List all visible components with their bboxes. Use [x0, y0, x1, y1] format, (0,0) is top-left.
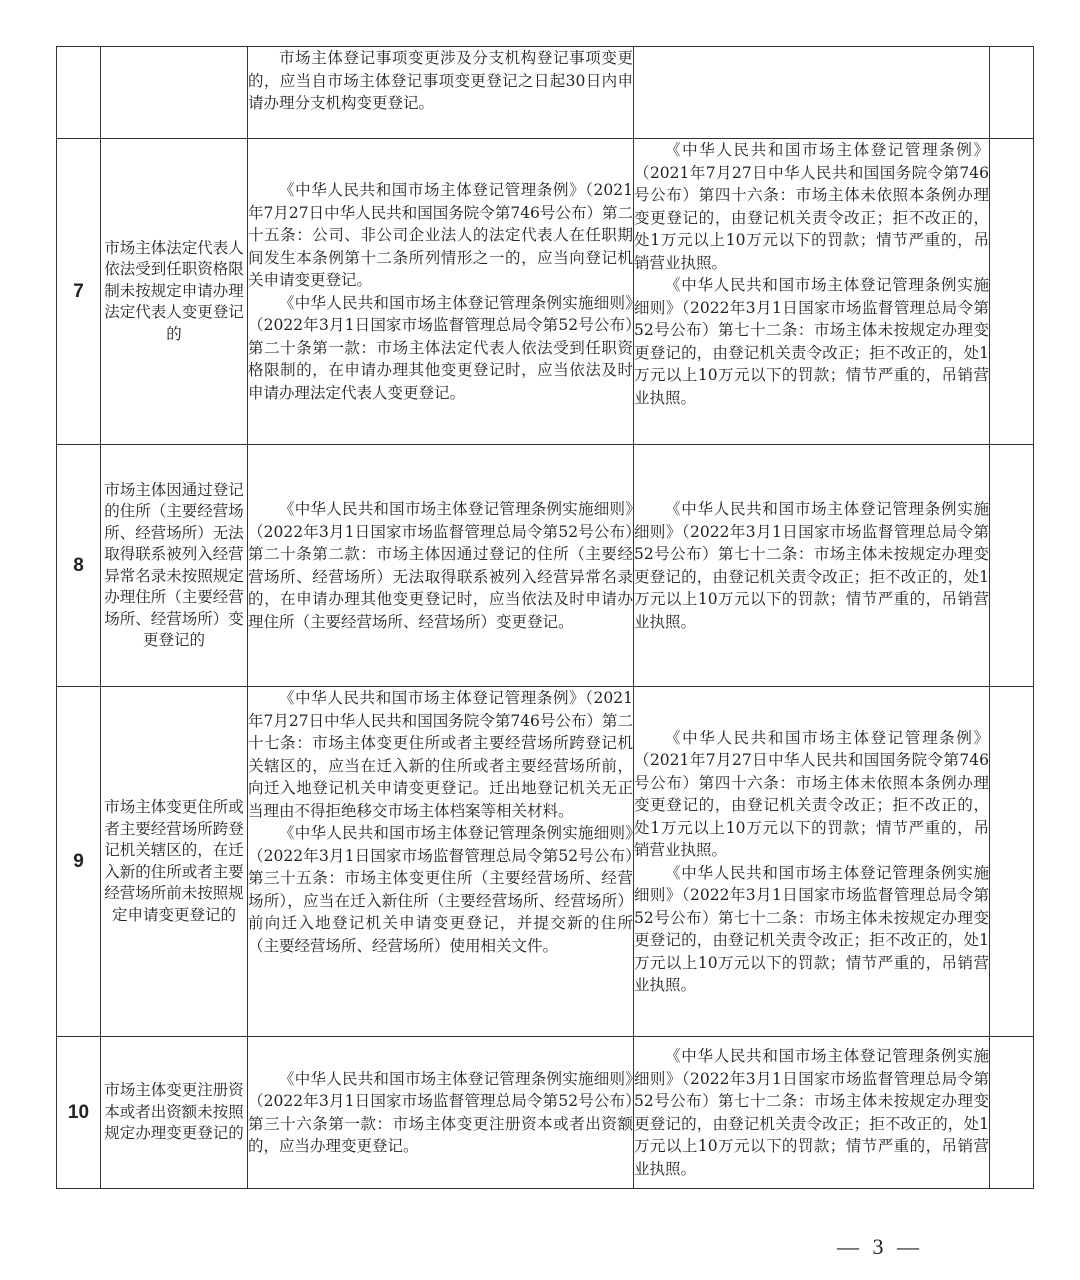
- legal-basis-paragraph: 《中华人民共和国市场主体登记管理条例》（2021年7月27日中华人民共和国国务院令第746号公布）第二十七条：市场主体变更住所或者主要经营场所跨登记机关辖区的，应当在迁入新的住所或者主要经营场所前，向迁入地登记机关申请变更登记。迁出地登记机关无正当理由不得拒绝移交市场主体档案等相关材料。: [248, 689, 633, 820]
- remarks-cell: [990, 1037, 1034, 1189]
- remarks-cell: [990, 687, 1034, 1037]
- penalty-basis-cell: [634, 1037, 990, 1189]
- legal-basis-paragraph: 《中华人民共和国市场主体登记管理条例实施细则》（2022年3月1日国家市场监督管理总局令第52号公布）第三十六条第一款：市场主体变更注册资本或者出资额的，应当办理变更登记。: [248, 1069, 633, 1155]
- penalty-basis-cell: [634, 445, 990, 687]
- violation-item: 市场主体因通过登记的住所（主要经营场所、经营场所）无法取得联系被列入经营异常名录未按照规定办理住所（主要经营场所、经营场所）变更登记的: [101, 445, 248, 687]
- violation-item: 市场主体法定代表人依法受到任职资格限制未按规定申请办理法定代表人变更登记的: [101, 139, 248, 445]
- penalty-basis-cell: [634, 47, 990, 139]
- penalty-basis-cell: [634, 687, 990, 1037]
- penalty-basis-cell: [634, 139, 990, 445]
- penalty-basis-paragraph: 《中华人民共和国市场主体登记管理条例实施细则》（2022年3月1日国家市场监督管理总局令第52号公布）第七十二条：市场主体未按规定办理变更登记的，由登记机关责令改正；拒不改正的，处1万元以上10万元以下的罚款；情节严重的，吊销营业执照。: [634, 500, 989, 631]
- penalty-basis-paragraph: 《中华人民共和国市场主体登记管理条例实施细则》（2022年3月1日国家市场监督管理总局令第52号公布）第七十二条：市场主体未按规定办理变更登记的，由登记机关责令改正；拒不改正的，处1万元以上10万元以下的罚款；情节严重的，吊销营业执照。: [634, 276, 989, 407]
- legal-basis-paragraph: 《中华人民共和国市场主体登记管理条例实施细则》（2022年3月1日国家市场监督管理总局令第52号公布）第二十条第二款：市场主体因通过登记的住所（主要经营场所、经营场所）无法取得联系被列入经营异常名录的，在申请办理其他变更登记时，应当依法及时申请办理住所（主要经营场所、经营场所）变更登记。: [248, 500, 633, 631]
- legal-basis-paragraph: 《中华人民共和国市场主体登记管理条例》（2021年7月27日中华人民共和国国务院令第746号公布）第二十五条：公司、非公司企业法人的法定代表人在任职期间发生本条例第十二条所列情形之一的，应当向登记机关申请变更登记。: [248, 181, 633, 289]
- violation-item: 市场主体变更注册资本或者出资额未按照规定办理变更登记的: [101, 1037, 248, 1189]
- row-number: 7: [57, 139, 101, 445]
- remarks-cell: [990, 445, 1034, 687]
- legal-basis-cell: [248, 139, 634, 445]
- legal-basis-cell: [248, 687, 634, 1037]
- table-row: [57, 47, 1034, 139]
- table-row: [57, 687, 1034, 1037]
- penalty-basis-paragraph: 《中华人民共和国市场主体登记管理条例》（2021年7月27日中华人民共和国国务院令第746号公布）第四十六条：市场主体未依照本条例办理变更登记的，由登记机关责令改正；拒不改正的，处1万元以上10万元以下的罚款；情节严重的，吊销营业执照。: [634, 141, 989, 272]
- legal-basis-cell: [248, 47, 634, 139]
- remarks-cell: [990, 139, 1034, 445]
- penalty-basis-paragraph: 《中华人民共和国市场主体登记管理条例》（2021年7月27日中华人民共和国国务院令第746号公布）第四十六条：市场主体未依照本条例办理变更登记的，由登记机关责令改正；拒不改正的，处1万元以上10万元以下的罚款；情节严重的，吊销营业执照。: [634, 728, 989, 859]
- penalty-basis-paragraph: 《中华人民共和国市场主体登记管理条例实施细则》（2022年3月1日国家市场监督管理总局令第52号公布）第七十二条：市场主体未按规定办理变更登记的，由登记机关责令改正；拒不改正的，处1万元以上10万元以下的罚款；情节严重的，吊销营业执照。: [634, 863, 989, 994]
- remarks-cell: [990, 47, 1034, 139]
- row-number: 9: [57, 687, 101, 1037]
- table-row: [57, 139, 1034, 445]
- row-number: [57, 47, 101, 139]
- page-number: — 3 —: [837, 1234, 923, 1259]
- legal-basis-paragraph: 《中华人民共和国市场主体登记管理条例实施细则》（2022年3月1日国家市场监督管理总局令第52号公布）第二十条第一款：市场主体法定代表人依法受到任职资格限制的，在申请办理其他变更登记时，应当依法及时申请办理法定代表人变更登记。: [248, 293, 633, 402]
- violation-item: 市场主体变更住所或者主要经营场所跨登记机关辖区的，在迁入新的住所或者主要经营场所前未按照规定申请变更登记的: [101, 687, 248, 1037]
- row-number: 8: [57, 445, 101, 687]
- legal-basis-paragraph: 《中华人民共和国市场主体登记管理条例实施细则》（2022年3月1日国家市场监督管理总局令第52号公布）第三十五条：市场主体变更住所（主要经营场所、经营场所），应当在迁入新住所（主要经营场所、经营场所）前向迁入地登记机关申请变更登记，并提交新的住所（主要经营场所、经营场所）使用相关文件。: [248, 824, 633, 955]
- table-row: [57, 1037, 1034, 1189]
- regulation-table: [56, 46, 1034, 1189]
- legal-basis-cell: [248, 445, 634, 687]
- legal-basis-cell: [248, 1037, 634, 1189]
- row-number: 10: [57, 1037, 101, 1189]
- table-row: [57, 445, 1034, 687]
- violation-item: [101, 47, 248, 139]
- legal-basis-paragraph: 市场主体登记事项变更涉及分支机构登记事项变更的，应当自市场主体登记事项变更登记之日起30日内申请办理分支机构变更登记。: [248, 49, 633, 112]
- penalty-basis-paragraph: 《中华人民共和国市场主体登记管理条例实施细则》（2022年3月1日国家市场监督管理总局令第52号公布）第七十二条：市场主体未按规定办理变更登记的，由登记机关责令改正；拒不改正的，处1万元以上10万元以下的罚款；情节严重的，吊销营业执照。: [634, 1047, 989, 1178]
